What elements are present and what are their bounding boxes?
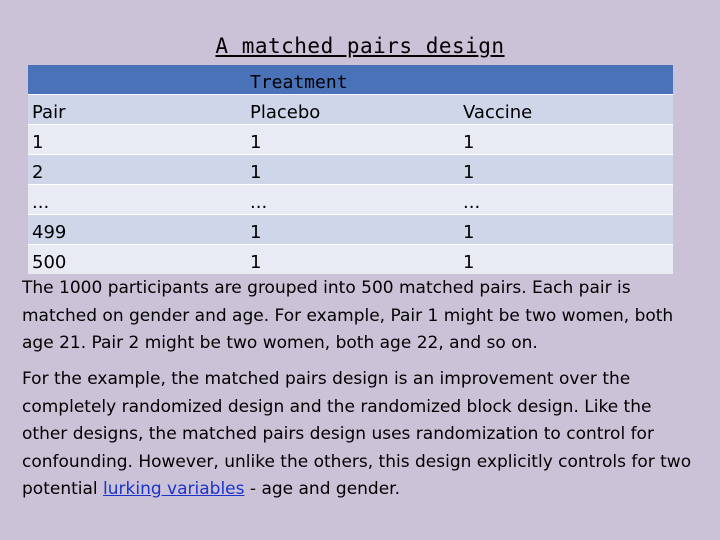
header-empty-cell <box>28 65 246 95</box>
pair-cell: 500 <box>28 245 246 275</box>
pair-cell: 2 <box>28 155 246 185</box>
pair-cell: 1 <box>28 125 246 155</box>
placebo-cell: 1 <box>246 215 459 245</box>
description-paragraph: The 1000 participants are grouped into 500 matched pairs. Each pair is matched on gender and age. For example, Pair 1 might be two women, both age 21. Pair 2 might be two women, both age 22, and so on. <box>22 278 674 353</box>
treatment-header: Treatment <box>246 65 459 95</box>
explanation-text: For the example, the matched pairs design is an improvement over the completely randomized design and the randomized block design. Like the other designs, the matched pairs design uses randomization to control for confounding. However, unlike the others, this design explicitly controls for two potential <box>22 369 692 499</box>
matched-pairs-table <box>28 65 673 274</box>
slide-title: A matched pairs design <box>215 34 505 58</box>
vaccine-cell: ... <box>459 185 673 215</box>
vaccine-cell: 1 <box>459 215 673 245</box>
table-row <box>28 245 673 275</box>
vaccine-cell: 1 <box>459 245 673 275</box>
table-row <box>28 125 673 155</box>
placebo-cell: 1 <box>246 245 459 275</box>
pair-cell: ... <box>28 185 246 215</box>
placebo-cell: 1 <box>246 125 459 155</box>
vaccine-cell: 1 <box>459 155 673 185</box>
table-row <box>28 215 673 245</box>
header-empty-cell <box>459 65 673 95</box>
explanation-paragraph <box>22 366 702 504</box>
pair-cell: 499 <box>28 215 246 245</box>
vaccine-cell: 1 <box>459 125 673 155</box>
column-header-pair: Pair <box>28 95 246 125</box>
table-header-row <box>28 65 673 95</box>
lurking-variables-link[interactable]: lurking variables <box>103 479 245 499</box>
column-header-vaccine: Vaccine <box>459 95 673 125</box>
column-header-placebo: Placebo <box>246 95 459 125</box>
explanation-text-end: - age and gender. <box>244 479 401 499</box>
column-header-row <box>28 95 673 125</box>
placebo-cell: ... <box>246 185 459 215</box>
table-row <box>28 155 673 185</box>
table-row <box>28 185 673 215</box>
placebo-cell: 1 <box>246 155 459 185</box>
